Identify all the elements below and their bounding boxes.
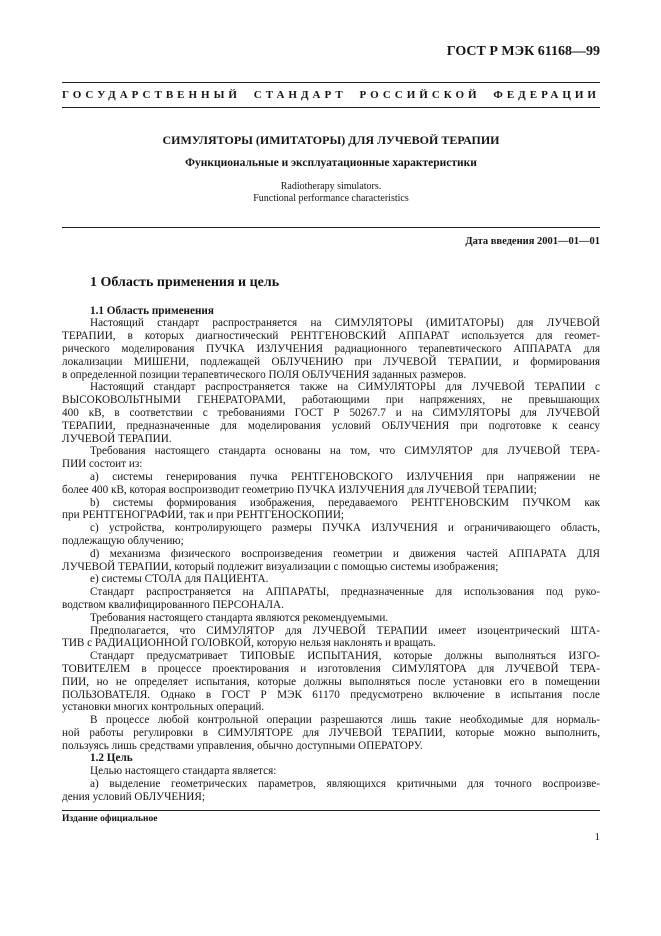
paragraph [62, 548, 600, 574]
paragraph [62, 714, 600, 752]
body-line: в определенной позиции терапевтического ПОЛЯ ОБЛУЧЕНИЯ заданных размеров. [62, 368, 467, 381]
paragraph [62, 445, 600, 471]
body-line: а) выделение геометрических параметров, являющихся критичными для точного воспроизве- [90, 778, 600, 791]
body-line: ПИИ состоит из: [62, 458, 143, 471]
english-title-line-2: Functional performance characteristics [253, 193, 409, 204]
body-line: подлежащую облучению; [62, 534, 184, 547]
body-line: Стандарт распространяется на АППАРАТЫ, предназначенные для использования под руко- [90, 586, 600, 599]
paragraph [62, 381, 600, 445]
body-line: ЛУЧЕВОЙ ТЕРАПИИ, который подлежит визуализации с помощью системы изображения; [62, 560, 499, 573]
body-line: В процессе любой контрольной операции разрешаются лишь такие необходимые для нормаль- [90, 714, 600, 727]
page-number: 1 [594, 831, 600, 843]
body-line: ной работы регулировки в СИМУЛЯТОРЕ для ЛУЧЕВОЙ ТЕРАПИИ, которые можно выполнить, [62, 726, 600, 739]
document-title: СИМУЛЯТОРЫ (ИМИТАТОРЫ) ДЛЯ ЛУЧЕВОЙ ТЕРАПИИ [162, 133, 500, 147]
body-line: рического моделирования ПУЧКА ИЗЛУЧЕНИЯ радиационного терапевтического АППАРАТА для [62, 342, 600, 355]
body-line: установки многих контрольных операций. [62, 701, 265, 714]
body-line: Требования настоящего стандарта являются рекомендуемыми. [90, 611, 389, 624]
paragraph [62, 573, 600, 586]
section-body [62, 305, 600, 804]
body-line: ПИИ, но не определяет испытания, которые должны выполняться после установки его в помещении [62, 675, 600, 688]
body-line: дения условий ОБЛУЧЕНИЯ; [62, 790, 205, 803]
paragraph [62, 317, 600, 381]
body-line: Настоящий стандарт распространяется на СИМУЛЯТОРЫ (ИМИТАТОРЫ) для ЛУЧЕВОЙ [90, 317, 600, 330]
paragraph [62, 625, 600, 651]
body-line: более 400 кВ, которая воспроизводит геометрию ПУЧКА ИЗЛУЧЕНИЯ для ЛУЧЕВОЙ ТЕРАПИИ; [62, 483, 537, 496]
body-line: ТОВИТЕЛЕМ в процессе проектирования и изготовления СИМУЛЯТОРА для ЛУЧЕВОЙ ТЕРА- [62, 662, 600, 675]
state-standard-banner: ГОСУДАРСТВЕННЫЙ СТАНДАРТ РОССИЙСКОЙ ФЕДЕРАЦИИ [62, 89, 600, 101]
paragraph [62, 497, 600, 523]
paragraph [62, 612, 600, 625]
document-code: ГОСТ Р МЭК 61168—99 [446, 44, 600, 59]
body-line: 400 кВ, в соответствии с требованиями ГОСТ Р 50267.7 и на СИМУЛЯТОРЫ для ЛУЧЕВОЙ [62, 406, 600, 419]
body-line: Требования настоящего стандарта основаны на том, что СИМУЛЯТОР для ЛУЧЕВОЙ ТЕРА- [90, 445, 600, 458]
body-line: e) системы СТОЛА для ПАЦИЕНТА. [90, 573, 269, 586]
document-subtitle: Функциональные и эксплуатационные характеристики [185, 157, 477, 169]
paragraph [62, 765, 600, 778]
body-line: ТЕРАПИИ, в которых диагностический РЕНТГЕНОВСКИЙ АППАРАТ используется для геомет- [62, 330, 600, 343]
english-title-line-1: Radiotherapy simulators. [280, 181, 382, 192]
header-rule-bottom [62, 107, 600, 108]
body-line: а) системы генерирования пучка РЕНТГЕНОВСКОГО ИЗЛУЧЕНИЯ при напряжении не [90, 470, 600, 483]
effective-date: Дата введения 2001—01—01 [465, 236, 600, 247]
body-line: пользуясь лишь средствами управления, обычно доступными ОПЕРАТОРУ. [62, 739, 423, 752]
body-line: ПОЛЬЗОВАТЕЛЯ. Однако в ГОСТ Р МЭК 61170 предусмотрено включение в испытания после [62, 688, 600, 701]
body-line: ТЕРАПИИ, предназначенные для моделирования условий ОБЛУЧЕНИЯ при подготовке к сеансу [62, 419, 600, 432]
paragraph [62, 522, 600, 548]
body-line: Предполагается, что СИМУЛЯТОР для ЛУЧЕВОЙ ТЕРАПИИ имеет изоцентрический ШТА- [90, 624, 600, 637]
body-line: ЛУЧЕВОЙ ТЕРАПИИ. [62, 432, 172, 445]
paragraph [62, 471, 600, 497]
body-line: Целью настоящего стандарта является: [90, 765, 277, 778]
edition-label: Издание официальное [62, 814, 158, 824]
subsection-heading: 1.2 Цель [90, 752, 133, 765]
body-line: ВЫСОКОВОЛЬТНЫМИ ГЕНЕРАТОРАМИ, работающими при напряжениях, не превышающих [62, 394, 600, 407]
body-line: Настоящий стандарт распространяется также на СИМУЛЯТОРЫ для ЛУЧЕВОЙ ТЕРАПИИ с [90, 381, 600, 394]
body-line: локализации МИШЕНИ, подлежащей ОБЛУЧЕНИЮ при ЛУЧЕВОЙ ТЕРАПИИ, и формирования [62, 355, 600, 368]
body-line: при РЕНТГЕНОГРАФИИ, так и при РЕНТГЕНОСКОПИИ; [62, 509, 345, 522]
paragraph [62, 778, 600, 804]
title-divider [62, 227, 600, 228]
header-rule-top [62, 82, 600, 83]
body-line: ТИВ с РАДИАЦИОННОЙ ГОЛОВКОЙ, которую нельзя наклонять и вращать. [62, 637, 436, 650]
body-line: c) устройства, контролирующего размеры ПУЧКА ИЗЛУЧЕНИЯ и ограничивающего область, [90, 522, 600, 535]
section-heading: 1 Область применения и цель [90, 275, 280, 290]
body-line: Стандарт предусматривает ТИПОВЫЕ ИСПЫТАНИЯ, которые должны выполняться ИЗГО- [90, 650, 600, 663]
paragraph [62, 586, 600, 612]
footer-rule [62, 810, 600, 811]
body-line: водством квалифицированного ПЕРСОНАЛА. [62, 598, 284, 611]
paragraph [62, 650, 600, 714]
subsection-heading: 1.1 Область применения [90, 304, 214, 317]
body-line: d) механизма физического воспроизведения геометрии и движения частей АППАРАТА ДЛЯ [90, 547, 600, 560]
body-line: b) системы формирования изображения, передаваемого РЕНТГЕНОВСКИМ ПУЧКОМ как [90, 496, 600, 509]
